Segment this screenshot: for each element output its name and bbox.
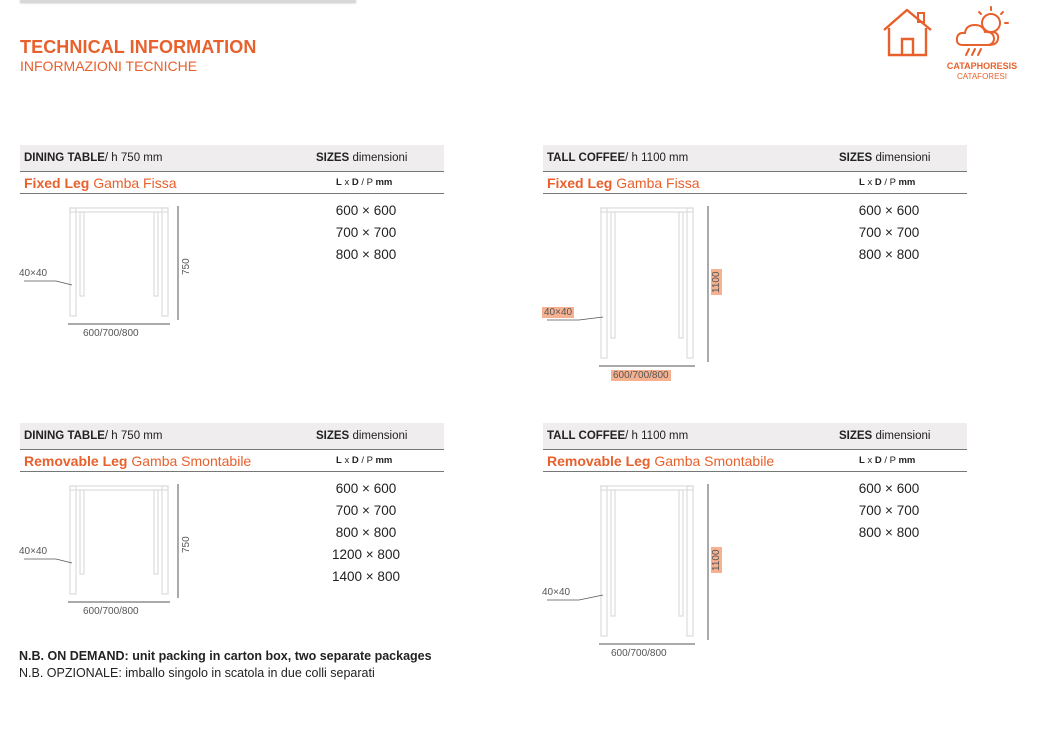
size-option: 800 × 800 (335, 247, 397, 262)
size-option: 1400 × 800 (332, 569, 400, 584)
sizes-list (316, 200, 416, 266)
size-option: 1200 × 800 (332, 547, 400, 562)
table-top (601, 486, 693, 636)
leg-type-it: Gamba Smontabile (654, 453, 775, 469)
leg-dimension: 40×40 (544, 307, 573, 318)
table-drawing (20, 145, 220, 356)
leg-dim-leader (24, 281, 72, 285)
product-name: TALL COFFEE (547, 152, 626, 164)
size-option: 800 × 800 (858, 525, 920, 540)
leg-dimension: 40×40 (542, 587, 571, 598)
leg-type: Fixed Leg (24, 175, 90, 191)
table-top (70, 486, 168, 594)
size-option: 800 × 800 (858, 247, 920, 262)
unit-label: L x D / P mm (336, 455, 393, 466)
page-subtitle: INFORMAZIONI TECNICHE (20, 58, 198, 74)
product-height: / h 750 mm (104, 152, 163, 164)
leg-type-it: Gamba Fissa (93, 175, 177, 191)
note-english: N.B. ON DEMAND: unit packing in carton box, two separate packages (19, 649, 432, 663)
sizes-sublabel: dimensioni (875, 152, 931, 164)
sizes-sublabel: dimensioni (875, 430, 931, 442)
leg-type-it: Gamba Smontabile (131, 453, 252, 469)
product-height: / h 1100 mm (625, 152, 689, 164)
product-height: / h 750 mm (104, 430, 163, 442)
table-top (601, 208, 693, 358)
height-dimension: 750 (181, 536, 192, 553)
sizes-label: SIZES (839, 430, 873, 442)
leg-type: Removable Leg (24, 453, 128, 469)
leg-dim-leader (24, 559, 72, 563)
width-dimension: 600/700/800 (613, 370, 669, 381)
size-option: 700 × 700 (858, 225, 920, 240)
size-option: 600 × 600 (335, 481, 397, 496)
sizes-sublabel: dimensioni (352, 152, 408, 164)
cataphoresis-label: CATAPHORESIS (946, 61, 1018, 71)
sizes-sublabel: dimensioni (352, 430, 408, 442)
note-italian: N.B. OPZIONALE: imballo singolo in scatola in due colli separati (19, 666, 375, 680)
sizes-list (316, 478, 416, 588)
width-dimension: 600/700/800 (83, 606, 139, 617)
size-option: 700 × 700 (858, 503, 920, 518)
sizes-list (839, 478, 939, 544)
product-name: DINING TABLE (24, 430, 105, 442)
size-option: 700 × 700 (335, 225, 397, 240)
table-top (70, 208, 168, 316)
height-dimension: 1100 (711, 271, 722, 293)
unit-label: L x D / P mm (859, 455, 916, 466)
size-option: 700 × 700 (335, 503, 397, 518)
leg-type: Fixed Leg (547, 175, 613, 191)
size-option: 600 × 600 (858, 481, 920, 496)
product-height: / h 1100 mm (625, 430, 689, 442)
product-name: TALL COFFEE (547, 430, 626, 442)
size-option: 800 × 800 (335, 525, 397, 540)
sizes-label: SIZES (316, 152, 350, 164)
sizes-label: SIZES (316, 430, 350, 442)
unit-label: L x D / P mm (336, 177, 393, 188)
unit-label: L x D / P mm (859, 177, 916, 188)
weather-icon (953, 5, 1013, 59)
height-dimension: 750 (181, 258, 192, 275)
sizes-label: SIZES (839, 152, 873, 164)
leg-dimension: 40×40 (19, 546, 48, 557)
height-dimension: 1100 (711, 549, 722, 571)
leg-type-it: Gamba Fissa (616, 175, 700, 191)
cataforesi-label: CATAFORESI (957, 72, 1007, 81)
leg-type: Removable Leg (547, 453, 651, 469)
width-dimension: 600/700/800 (83, 328, 139, 339)
table-drawing (20, 423, 220, 634)
page-title: TECHNICAL INFORMATION (20, 37, 257, 57)
leg-dimension: 40×40 (19, 268, 48, 279)
sizes-list (839, 200, 939, 266)
product-name: DINING TABLE (24, 152, 105, 164)
width-dimension: 600/700/800 (611, 648, 667, 659)
size-option: 600 × 600 (858, 203, 920, 218)
top-divider (20, 0, 356, 2)
house-icon (880, 6, 935, 58)
size-option: 600 × 600 (335, 203, 397, 218)
